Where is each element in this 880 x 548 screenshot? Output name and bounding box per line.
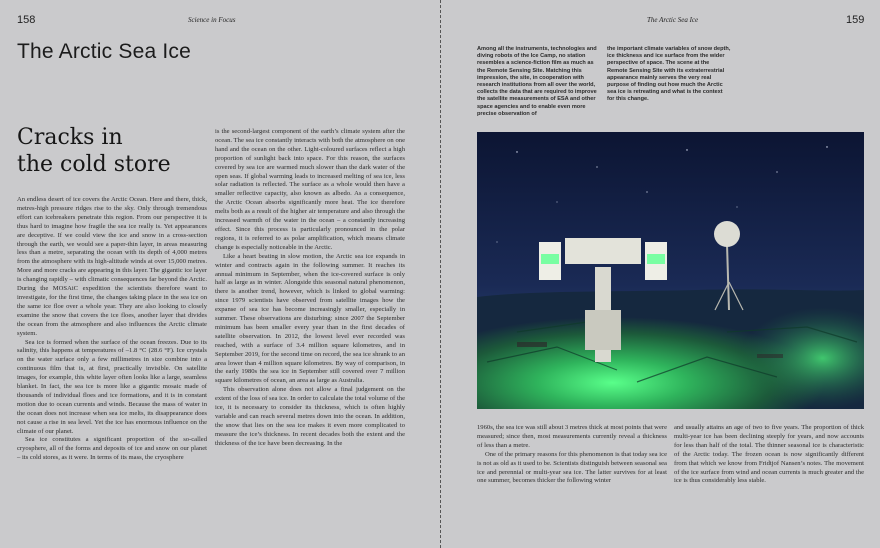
chapter-title: The Arctic Sea Ice [17,40,192,63]
running-head: Science in Focus [188,16,236,24]
paragraph: One of the primary reasons for this phenomenon is that today sea ice is not as old as it used to be. Scientists distinguish between seasonal sea ice and perennial or multi-year sea ice. The latter survives for at least one summer, becomes thicker the following winter [477,450,667,485]
photo-caption-1: Among all the instruments, technologies and diving robots of the Ice Camp, no station resembles a science-fiction film as much as the Remote Sensing Site. Matching this impression, the site, in cooperation with research institutions from all over the world, collects the data that are required to improve the satellite measurements of ESA and other space agencies and to enable even more precise observation of [477,46,597,117]
sled [517,342,547,347]
article-headline [17,124,207,178]
paragraph: is the second-largest component of the earth’s climate system after the ocean. The sea ice constantly interacts with both the atmosphere on one hand and the ocean on the other. Light-coloured surfaces reflect a high proportion of sunlight back into space. For this reason, the surfaces covered by sea ice are warmed much slower than the dark water of the open seas. If global warming leads to increased melting of sea ice, less solar radiation is reflected. The surface as a whole would then have a smaller reflective capacity, also known as albedo. As a consequence, the Arctic Ocean absorbs significantly more heat. The ice therefore melts both as a result of the higher air temperature and also through the increased warmth of the water in the ocean – a constantly increasing effect. Since this process is particularly pronounced in the polar regions, it is referred to as polar amplification, which means climate change is especially noticeable in the Arctic. [215,128,405,251]
sled [757,354,783,358]
paragraph: Sea ice constitutes a significant proportion of the so-called cryosphere, all of the forms and deposits of ice and snow on our planet – its cold stores, as it were. In terms of its mass, the cryosphere [17,436,207,462]
running-head: The Arctic Sea Ice [647,16,699,24]
green-sensor-light [647,254,665,264]
body-column-3 [477,424,667,494]
page-number: 159 [846,14,865,26]
headline-line: the cold store [17,152,171,177]
green-light-haze [657,282,864,409]
paragraph: Like a heart beating in slow motion, the Arctic sea ice expands in winter and contracts again in the following summer. It reaches its annual minimum in September, when the ice-covered surface is only half as large as in winter. Alongside this seasonal natural phenomenon, there is another trend, however, which is linked to global warming: since 1979 scientists have observed from satellite images how the expanse of sea ice has become increasingly smaller, especially in summer. These observations are disturbing: since 2007 the September minimum has been smaller every year than in the first decades of satellite observation. In 2012, the lowest level ever recorded was reached, with a surface of 3.4 million square kilometres, and in September 2019, for the second time on record, the sea ice shrank to an area lower than 4 million square kilometres. By way of comparison, in the early 1980s the sea ice in September still covered over 7 million square kilometres of ocean, an area as large as Australia. [215,252,405,385]
paragraph: This observation alone does not allow a final judgement on the extent of the loss of sea ice. In order to calculate the total volume of the ice, it is necessary to consider its thickness, which is often highly variable and can reach several metres down into the ocean. In addition, the snow that lies on the sea ice makes it even more complicated to measure the ice’s thickness. In recent decades both the extent and the thickness of the ice have been decreasing. In the [215,386,405,447]
paragraph: 1960s, the sea ice was still about 3 metres thick at most points that were measured; since then, most measurements currently reveal a thickness of less than a metre. [477,424,667,449]
photo-caption-2: the important climate variables of snow depth, ice thickness and ice surface from the wider perspective of space. The scene at the Remote Sensing Site with its extraterrestrial appearance mainly serves the very real purpose of finding out how much the Arctic sea ice is retreating and what is the context for this change. [607,46,731,103]
paragraph: and usually attains an age of two to five years. The proportion of thick multi-year ice has been declining steeply for years, and now accounts for less than half of the total. The thinner seasonal ice is characteristic of the Arctic today. The frozen ocean is now significantly different from that which we know from Fridtjof Nansen’s notes. The movement of the ice surface from wind and ocean currents is much greater and the ice is thus considerably less stable. [674,424,864,485]
paragraph: An endless desert of ice covers the Arctic Ocean. Here and there, thick, metres-high pressure ridges rise to the sky. Only through tremendous effort can icebreakers penetrate this region. From our perspective it is thus hard to imagine how fragile the sea ice really is. Yet appearances are deceptive. If we could view the ice and snow in a cross-section through the earth, we would see a paper-thin layer, in areas measuring less than a metre, separating the ocean with its depth of 4,000 metres from the atmosphere with its high-altitude winds at over 15,000 metres. More and more cracks are appearing in this layer. The gigantic ice layer is changing rapidly – with climatic consequences far beyond the Arctic. During the MOSAiC expedition the scientists therefore want to investigate, for the first time, the changes taking place in the sea ice on the same ice floe over a whole year. They are also looking to closely examine the snow that covers the ice floes, another layer that divides the ocean from the atmosphere and also influences the Arctic climate system. [17,196,207,337]
right-page [441,0,880,548]
paragraph: Sea ice is formed when the surface of the ocean freezes. Due to its salinity, this happens at temperatures of –1.8 °C (28.6 °F). Ice crystals on the water surface only a few millimetres in size combine into a continuous film that is, at first, practically invisible. On satellite images, for example, this white layer often looks like a large, seamless blanket. In fact, the sea ice is more like a gigantic mosaic made of thousands of individual floes and ice formations, and it is in constant motion due to ocean currents and winds. Because the mass of water in the ocean does not increase when sea ice melts, its disappearance does not cause a rise in sea level. Yet the ice has enormous influence on the climate of our planet. [17,338,207,435]
page-number: 158 [17,14,36,26]
instrument-base [585,310,621,350]
headline-line: Cracks in [17,125,123,150]
body-column-4 [674,424,864,494]
green-sensor-light [541,254,559,264]
body-column-1 [17,196,207,488]
body-column-2 [215,128,405,488]
radar-dome [714,221,740,247]
sensor-platform [565,238,641,264]
remote-sensing-site-photo [477,132,864,409]
